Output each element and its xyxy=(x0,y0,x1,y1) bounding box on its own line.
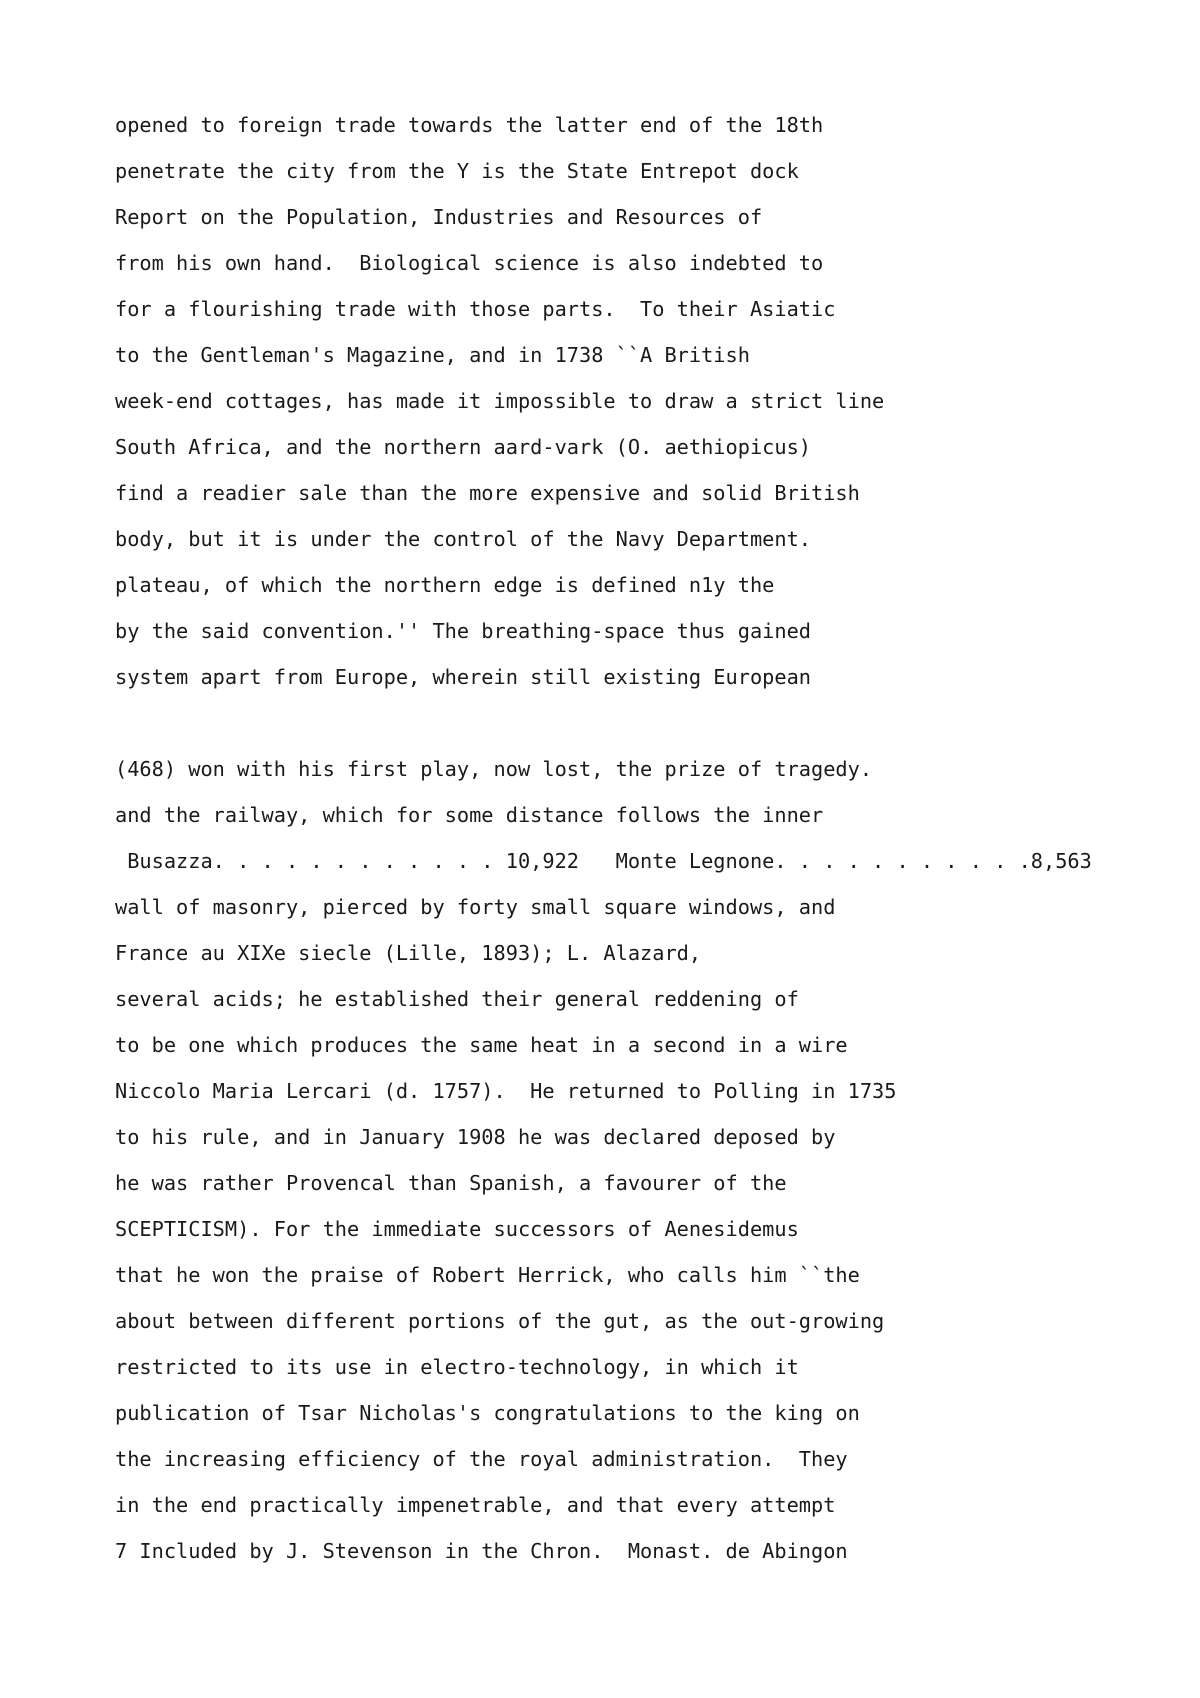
text-block-2 xyxy=(115,754,1115,1582)
text-line: (468) won with his first play, now lost, the prize of tragedy. xyxy=(115,757,873,781)
text-line: that he won the praise of Robert Herrick, who calls him ``the xyxy=(115,1263,860,1287)
text-line: about between different portions of the gut, as the out-growing xyxy=(115,1309,885,1333)
text-line: in the end practically impenetrable, and that every attempt xyxy=(115,1493,836,1517)
text-line: to be one which produces the same heat in a second in a wire xyxy=(115,1033,848,1057)
text-line: publication of Tsar Nicholas's congratulations to the king on xyxy=(115,1401,860,1425)
text-line: from his own hand. Biological science is also indebted to xyxy=(115,251,824,275)
text-line: by the said convention.'' The breathing-space thus gained xyxy=(115,619,811,643)
text-line: the increasing efficiency of the royal administration. They xyxy=(115,1447,848,1471)
text-line: restricted to its use in electro-technology, in which it xyxy=(115,1355,799,1379)
text-line: Report on the Population, Industries and Resources of xyxy=(115,205,763,229)
text-line: France au XIXe siecle (Lille, 1893); L. Alazard, xyxy=(115,941,702,965)
text-line: he was rather Provencal than Spanish, a favourer of the xyxy=(115,1171,787,1195)
text-line: system apart from Europe, wherein still existing European xyxy=(115,665,811,689)
text-line: to his rule, and in January 1908 he was declared deposed by xyxy=(115,1125,836,1149)
text-line: South Africa, and the northern aard-vark (O. aethiopicus) xyxy=(115,435,811,459)
text-line: opened to foreign trade towards the latter end of the 18th xyxy=(115,113,824,137)
text-line: plateau, of which the northern edge is defined n1y the xyxy=(115,573,775,597)
text-line: several acids; he established their general reddening of xyxy=(115,987,799,1011)
text-line: to the Gentleman's Magazine, and in 1738 ``A British xyxy=(115,343,750,367)
text-line: Niccolo Maria Lercari (d. 1757). He returned to Polling in 1735 xyxy=(115,1079,897,1103)
text-line: find a readier sale than the more expensive and solid British xyxy=(115,481,860,505)
table-line: Busazza. . . . . . . . . . . . 10,922 Monte Legnone. . . . . . . . . . .8,563 xyxy=(115,849,1092,873)
text-line: for a flourishing trade with those parts. To their Asiatic xyxy=(115,297,836,321)
text-line: week-end cottages, has made it impossible to draw a strict line xyxy=(115,389,885,413)
text-block-1 xyxy=(115,110,1115,708)
text-line: penetrate the city from the Y is the State Entrepot dock xyxy=(115,159,799,183)
text-line: body, but it is under the control of the Navy Department. xyxy=(115,527,811,551)
text-line: wall of masonry, pierced by forty small square windows, and xyxy=(115,895,836,919)
text-line: SCEPTICISM). For the immediate successors of Aenesidemus xyxy=(115,1217,799,1241)
text-line: 7 Included by J. Stevenson in the Chron. Monast. de Abingon xyxy=(115,1539,848,1563)
text-line: and the railway, which for some distance follows the inner xyxy=(115,803,824,827)
